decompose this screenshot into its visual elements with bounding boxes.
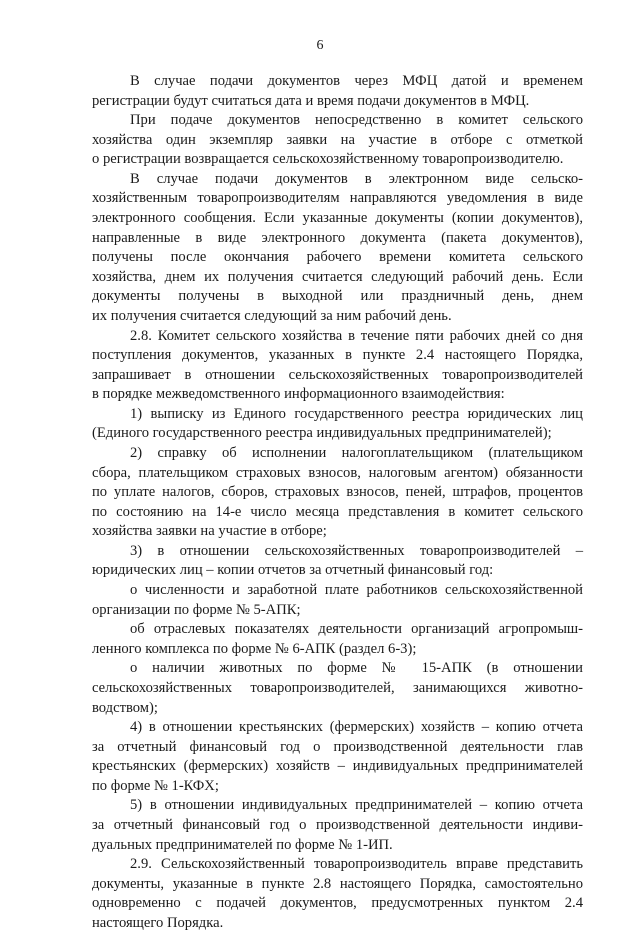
- paragraph: [92, 620, 583, 659]
- text-line: крестьянских (фермерских) хозяйств – индивидуальных предпринимателей: [92, 758, 583, 775]
- text-line: сельскохозяйственных товаропроизводителей, занимающихся животно-: [92, 679, 583, 696]
- text-line: поступления документов, указанных в пункте 2.4 настоящего Порядка,: [92, 347, 583, 364]
- text-line: При подаче документов непосредственно в комитет сельского: [130, 112, 583, 129]
- text-line: 2.8. Комитет сельского хозяйства в течение пяти рабочих дней со дня: [130, 327, 583, 344]
- text-line: электронного сообщения. Если указанные документы (копии документов),: [92, 210, 583, 227]
- text-line: сбора, плательщиком страховых взносов, налоговым агентом) обязанности: [92, 464, 583, 481]
- document-body: [92, 72, 583, 933]
- paragraph: [92, 327, 583, 405]
- text-line: за отчетный финансовый год о производственной деятельности индиви-: [92, 816, 583, 833]
- text-line: документы, указанные в пункте 2.8 настоящего Порядка, самостоятельно: [92, 875, 583, 892]
- text-line: 2) справку об исполнении налогоплательщиком (плательщиком: [130, 444, 583, 461]
- text-line: 3) в отношении сельскохозяйственных товаропроизводителей –: [130, 542, 583, 559]
- text-line: регистрации будут считаться дата и время подачи документов в МФЦ.: [92, 92, 530, 109]
- text-line: хозяйства заявки на участие в отборе;: [92, 523, 327, 540]
- text-line: по уплате налогов, сборов, страховых взносов, пеней, штрафов, процентов: [92, 484, 583, 501]
- text-line: юридических лиц – копии отчетов за отчетный финансовый год:: [92, 562, 494, 579]
- paragraph: [92, 405, 583, 444]
- paragraph: [92, 444, 583, 542]
- paragraph: [92, 855, 583, 933]
- text-line: (Единого государственного реестра индивидуальных предпринимателей);: [92, 425, 552, 442]
- text-line: направленные в виде электронного документа (пакета документов),: [92, 229, 583, 246]
- text-line: 1) выписку из Единого государственного реестра юридических лиц: [130, 405, 583, 422]
- text-line: В случае подачи документов через МФЦ датой и временем: [130, 73, 583, 89]
- text-line: хозяйственным товаропроизводителям направляются уведомления в виде: [92, 190, 583, 207]
- text-line: ленного комплекса по форме № 6-АПК (раздел 6-3);: [92, 640, 417, 657]
- paragraph: [92, 581, 583, 620]
- text-line: В случае подачи документов в электронном виде сельско-: [130, 170, 583, 187]
- paragraph: [92, 718, 583, 796]
- page-number: 6: [316, 38, 324, 53]
- text-line: об отраслевых показателях деятельности организаций агропромыш-: [130, 621, 583, 638]
- text-line: настоящего Порядка.: [92, 914, 224, 931]
- text-line: о численности и заработной плате работников сельскохозяйственной: [130, 582, 583, 599]
- text-line: организации по форме № 5-АПК;: [92, 601, 301, 618]
- text-line: 5) в отношении индивидуальных предпринимателей – копию отчета: [130, 797, 583, 814]
- text-line: водством);: [92, 699, 158, 716]
- text-line: 4) в отношении крестьянских (фермерских) хозяйств – копию отчета: [130, 719, 583, 736]
- text-line: одновременно с подачей документов, предусмотренных пунктом 2.4: [92, 895, 583, 912]
- paragraph: [92, 111, 583, 170]
- text-line: о наличии животных по форме № 15-АПК (в отношении: [130, 660, 583, 677]
- text-line: получены после окончания рабочего времени комитета сельского: [92, 249, 583, 266]
- paragraph: [92, 542, 583, 581]
- text-line: за отчетный финансовый год о производственной деятельности глав: [92, 738, 583, 755]
- text-line: о регистрации возвращается сельскохозяйственному товаропроизводителю.: [92, 151, 564, 168]
- paragraph: [92, 72, 583, 111]
- text-line: дуальных предпринимателей по форме № 1-ИП.: [92, 836, 393, 853]
- text-line: 2.9. Сельскохозяйственный товаропроизводитель вправе представить: [130, 856, 583, 873]
- text-line: по форме № 1-КФХ;: [92, 777, 219, 794]
- text-line: в порядке межведомственного информационного взаимодействия:: [92, 386, 505, 403]
- text-line: хозяйства один экземпляр заявки на участие в отборе с отметкой: [92, 131, 583, 148]
- paragraph: [92, 170, 583, 327]
- paragraph: [92, 659, 583, 718]
- paragraph: [92, 796, 583, 855]
- text-line: документы получены в выходной или праздничный день, днем: [92, 288, 583, 305]
- text-line: запрашивает в отношении сельскохозяйственных товаропроизводителей: [92, 366, 583, 383]
- text-line: хозяйства, днем их получения считается следующий рабочий день. Если: [92, 268, 583, 285]
- text-line: по состоянию на 14-е число месяца представления в комитет сельского: [92, 503, 583, 520]
- text-line: их получения считается следующий за ним рабочий день.: [92, 307, 452, 324]
